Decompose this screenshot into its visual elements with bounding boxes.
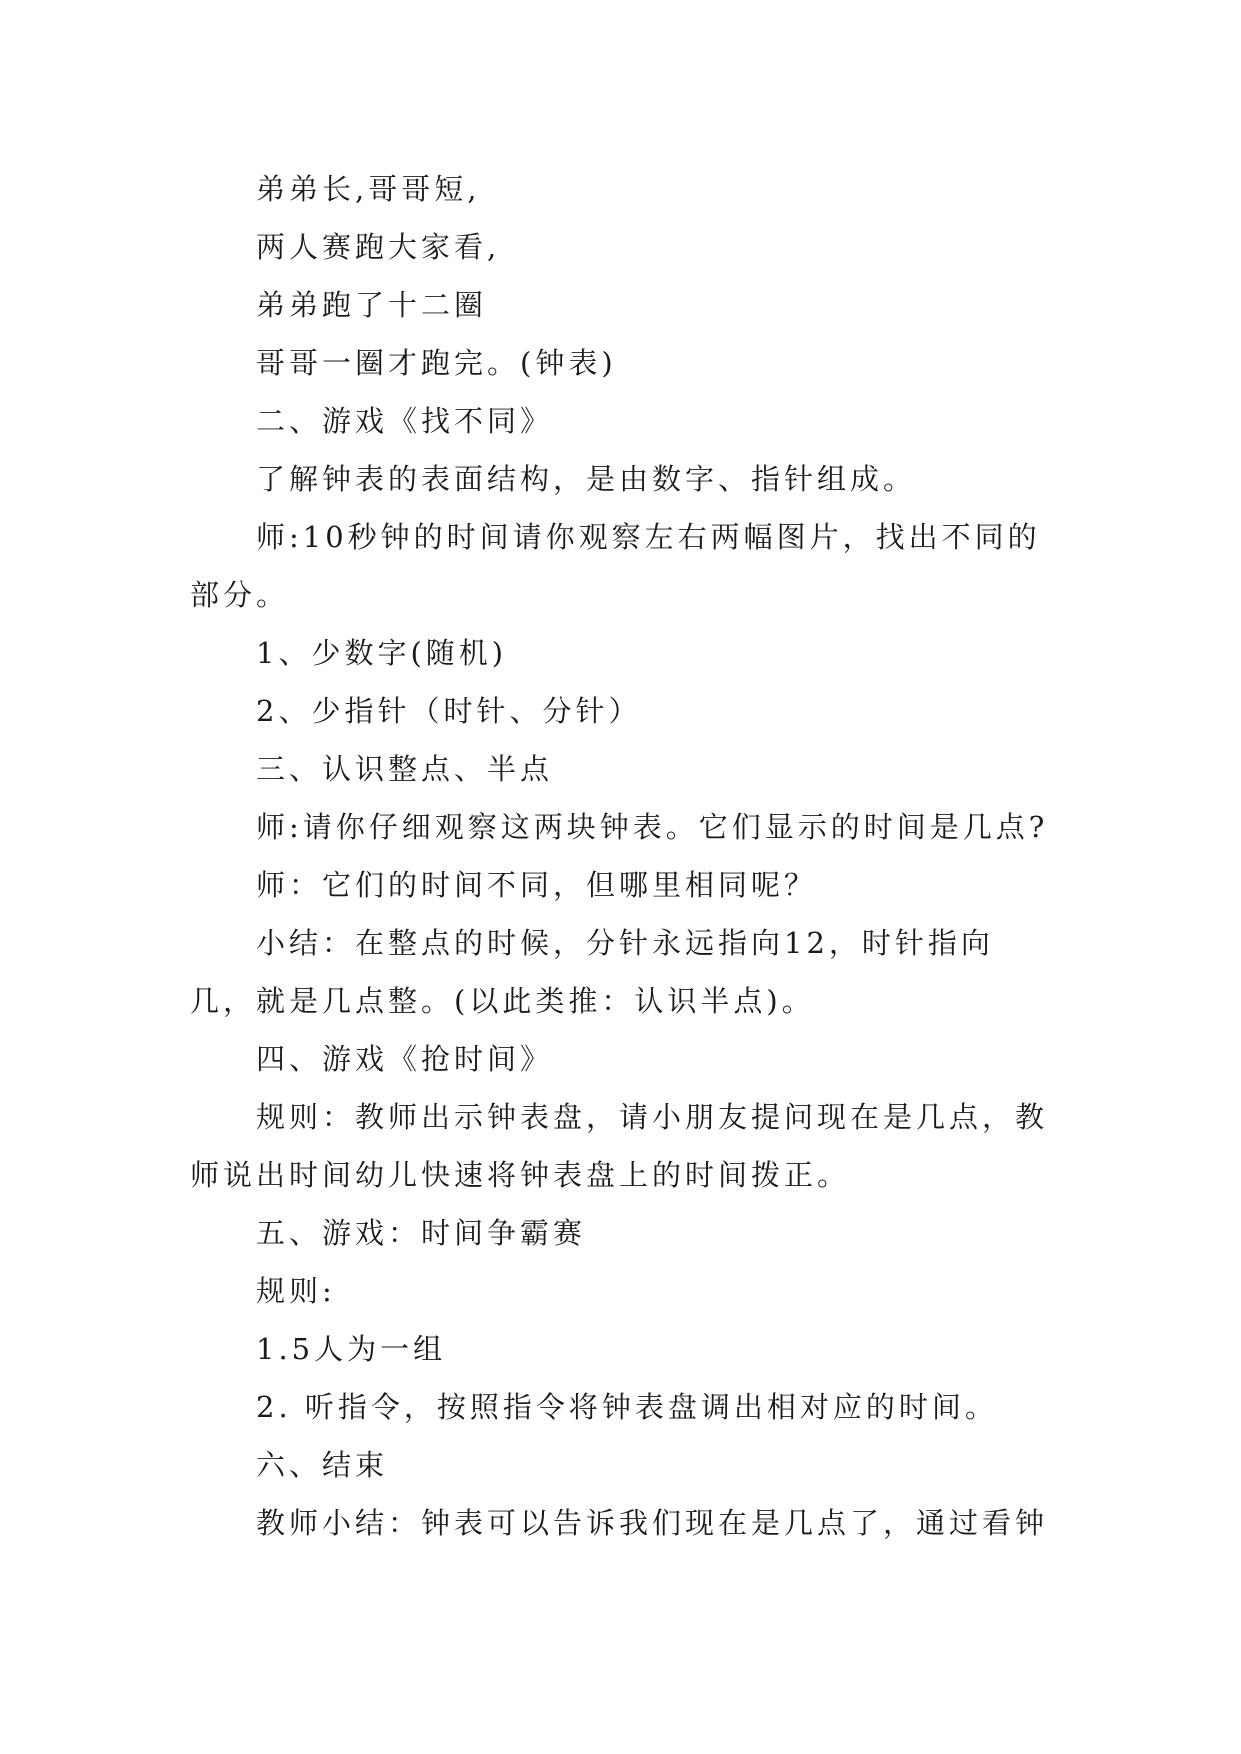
riddle-line-1: 弟弟长,哥哥短, — [256, 172, 481, 206]
paragraph: 师:10秒钟的时间请你观察左右两幅图片，找出不同的部分。 — [190, 520, 1041, 612]
riddle-line-4: 哥哥一圈才跑完。(钟表) — [256, 346, 617, 380]
section-heading-4: 四、游戏《抢时间》 — [256, 1042, 554, 1076]
list-item: 1.5人为一组 — [256, 1332, 447, 1366]
document-body — [190, 160, 1052, 1552]
section-heading-3: 三、认识整点、半点 — [256, 752, 554, 786]
paragraph: 师:请你仔细观察这两块钟表。它们显示的时间是几点? — [256, 810, 1049, 844]
summary-paragraph: 小结：在整点的时候，分针永远指向12，时针指向几，就是几点整。(以此类推：认识半点)。 — [190, 926, 994, 1018]
list-item: 1、少数字(随机) — [256, 636, 508, 670]
paragraph: 师：它们的时间不同，但哪里相同呢？ — [256, 868, 818, 902]
rules-label: 规则: — [256, 1274, 336, 1308]
rules-paragraph: 规则：教师出示钟表盘，请小朋友提问现在是几点，教师说出时间幼儿快速将钟表盘上的时间拨正。 — [190, 1100, 1049, 1192]
riddle-line-3: 弟弟跑了十二圈 — [256, 288, 488, 322]
paragraph: 了解钟表的表面结构，是由数字、指针组成。 — [256, 462, 917, 496]
list-item: 2、少指针（时针、分针） — [256, 694, 642, 728]
paragraph: 教师小结：钟表可以告诉我们现在是几点了，通过看钟 — [256, 1506, 1049, 1540]
section-heading-6: 六、结束 — [256, 1448, 389, 1482]
list-item: 2. 听指令，按照指令将钟表盘调出相对应的时间。 — [256, 1390, 998, 1424]
section-heading-5: 五、游戏：时间争霸赛 — [256, 1216, 587, 1250]
section-heading-2: 二、游戏《找不同》 — [256, 404, 554, 438]
riddle-line-2: 两人赛跑大家看, — [256, 230, 501, 264]
